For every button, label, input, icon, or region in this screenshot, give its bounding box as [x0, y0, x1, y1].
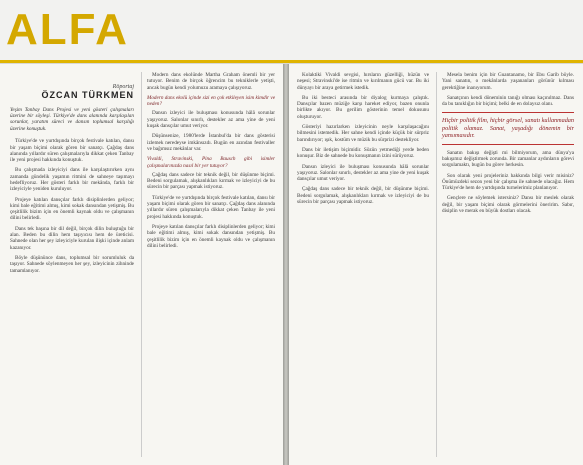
left-column-1: [10, 64, 134, 278]
paragraph: Çağdaş dans sadece bir teknik değil, bir düşünme biçimi. Bedeni sorgulamak, alışkanlıkları kırmak ve izleyiciyi de bu sürecin bir parçası yapmak istiyoruz.: [297, 186, 429, 206]
article-lede: Yeşim Tanbay Dans Projesi ve yeni gösteri çalışmaları üzerine bir söyleşi. Türkiye'de dans alanında karşılaşılan sorunlar, yaratım süreci ve dansın toplumsal karşılığı üzerine konuştuk.: [10, 106, 134, 132]
paragraph: Türkiye'de ve yurtdışında birçok festivale katılan, dansı bir yaşam biçimi olarak gören bir sanatçı. Çağdaş dans alanında yıllardır süren çalışmalarıyla dikkat çeken Tanbay ile yeni projesi hakkında konuştuk.: [10, 138, 134, 164]
paragraph: Türkiye'de ve yurtdışında birçok festivale katılan, dansı bir yaşam biçimi olarak gören bir sanatçı. Çağdaş dans alanında yıllardır süren çalışmalarıyla dikkat çeken Tanbay ile yeni projesi hakkında konuştuk.: [147, 194, 275, 220]
paragraph: Son olarak yeni projeleriniz hakkında bilgi verir misiniz? Önümüzdeki sezon yeni bir çalışma ile sahnede olacağız. Hem Türkiye'de hem de yurtdışında turnelerimiz planlanıyor.: [442, 172, 574, 192]
right-column-2: [442, 72, 574, 218]
paragraph: Dans bir iletişim biçimidir. Sözün yetmediği yerde beden konuşur. Biz de sahnede bu konuşmanın izini sürüyoruz.: [297, 146, 429, 160]
paragraph: Gösteriyi hazırlarken izleyicinin neyle karşılaşacağını bilmesini istemedik. Her sahne kendi içinde küçük bir sürpriz barındırıyor; ışık, kostüm ve müzik bu sürprizi destekliyor.: [297, 124, 429, 143]
paragraph: Dansın izleyici ile buluşması konusunda hâlâ sorunlar yaşıyoruz. Salonlar sınırlı, destekler az ama yine de yeni kuşak dansçılar umut veriyor.: [297, 163, 429, 183]
masthead: [0, 0, 583, 62]
paragraph: Bu iki besteci arasında bir diyalog kurmaya çalıştık. Dansçılar bazen müziğe karşı hareket ediyor, bazen onunla birlikte akıyor. Bu gerilim gösterinin temel dokusunu oluşturuyor.: [297, 94, 429, 120]
column-divider: [141, 72, 142, 457]
left-column-2: [147, 72, 275, 253]
paragraph: Düşünsenize, 1980'lerde İstanbul'da bir dans gösterisi izlemek neredeyse imkânsızdı. Bugün en azından festivaller ve bağımsız mekânlar var.: [147, 133, 275, 152]
paragraph: Kolaktiki Vivaldi sevgisi, hırsların güzelliği, hüzün ve neşesi; Stravinski'de ise ritmin ve kırılmanın gücü var. Bu iki dünyayı bir araya getirmek istedik.: [297, 72, 429, 91]
paragraph: Dansın izleyici ile buluşması konusunda hâlâ sorunlar yaşıyoruz. Salonlar sınırlı, destekler az ama yine de yeni kuşak dansçılar umut veriyor.: [147, 110, 275, 130]
paragraph: Modern dans ekolünde Martha Graham önemli bir yer tutuyor. Benim de birçok öğrencim bu tekniklerle yetişti, ancak bugün kendi yolumuzu aramaya çalışıyoruz.: [147, 72, 275, 91]
right-column-1: [297, 72, 429, 209]
paragraph: Bu çalışmada izleyiciyi dans ile karşılaştırırken aynı zamanda gündelik yaşamın ritmini de sahneye taşımayı hedefliyoruz. Her gösteri farklı bir mekânda, farklı bir izleyiciyle yeniden kuruluyor.: [10, 167, 134, 193]
masthead-stripe: [0, 60, 583, 63]
right-page: [289, 64, 583, 465]
author-name: ÖZCAN TÜRKMEN: [41, 90, 134, 101]
pull-quote: Hiçbir politik film, hiçbir görsel, sanatı kullanmadan politik olamaz. Sanat, yaşadığı dönemin bir yansımasıdır.: [442, 112, 574, 144]
paragraph: Projeye katılan dansçılar farklı disiplinlerden geliyor; kimi bale eğitimi almış, kimi sokak dansından yetişmiş. Bu çeşitlilik bizim için en önemli kaynak oldu ve çalışmanın dilini belirledi.: [147, 223, 275, 249]
paragraph: Çağdaş dans sadece bir teknik değil, bir düşünme biçimi. Bedeni sorgulamak, alışkanlıkları kırmak ve izleyiciyi de bu sürecin bir parçası yapmak istiyoruz.: [147, 171, 275, 191]
paragraph: Gençlere ne söylemek istersiniz? Dansı bir meslek olarak değil, bir yaşam biçimi olarak görmelerini öneririm. Sabır, disiplin ve merak en büyük dostları olacak.: [442, 195, 574, 215]
paragraph: Sanatçının kendi döneminin tanığı olması kaçınılmaz. Dans da bu tanıklığın bir biçimi; belki de en dolaysız olanı.: [442, 94, 574, 108]
paragraph: Mesela benim için bir Guantanamo, bir Ebu Garib böyle. Yani sanatın, o mekânlarda yaşananları görünür kılması gerektiğine inanıyorum.: [442, 72, 574, 91]
paragraph: Böyle düşününce dans, toplumsal bir sorumluluk da taşıyor. Sahnede söylenmeyen her şey, izleyicinin zihninde tamamlanıyor.: [10, 254, 134, 274]
left-page: [0, 64, 283, 465]
magazine-logo: ALFA: [6, 5, 129, 54]
paragraph: Dans tek başına bir dil değil, birçok dilin buluştuğu bir alan. Beden bu dilin hem taşıyıcısı hem de üreticisi. Sahnede olan her şey izleyiciyle kurulan ilişki içinde anlam kazanıyor.: [10, 225, 134, 251]
column-divider: [436, 72, 437, 457]
article-section: Röportaj: [112, 84, 134, 90]
question: Vivaldi, Stravinski, Pina Bausch gibi isimler çalışmalarınızda nasıl bir yer tutuyor?: [147, 156, 275, 169]
question: Modern dans ekolü içinde sizi en çok etkileyen isim kimdir ve neden?: [147, 94, 275, 108]
paragraph: Projeye katılan dansçılar farklı disiplinlerden geliyor; kimi bale eğitimi almış, kimi sokak dansından yetişmiş. Bu çeşitlilik bizim için en önemli kaynak oldu ve çalışmanın dilini belirledi.: [10, 196, 134, 222]
paragraph: Sanatın bakışı değişti mi bilmiyorum, ama dünya'ya bakışımız değiştirmek zorunda. Bir zamanlar aydınların görevi sorgulamaktı, bugün bu görev herkesin.: [442, 149, 574, 169]
